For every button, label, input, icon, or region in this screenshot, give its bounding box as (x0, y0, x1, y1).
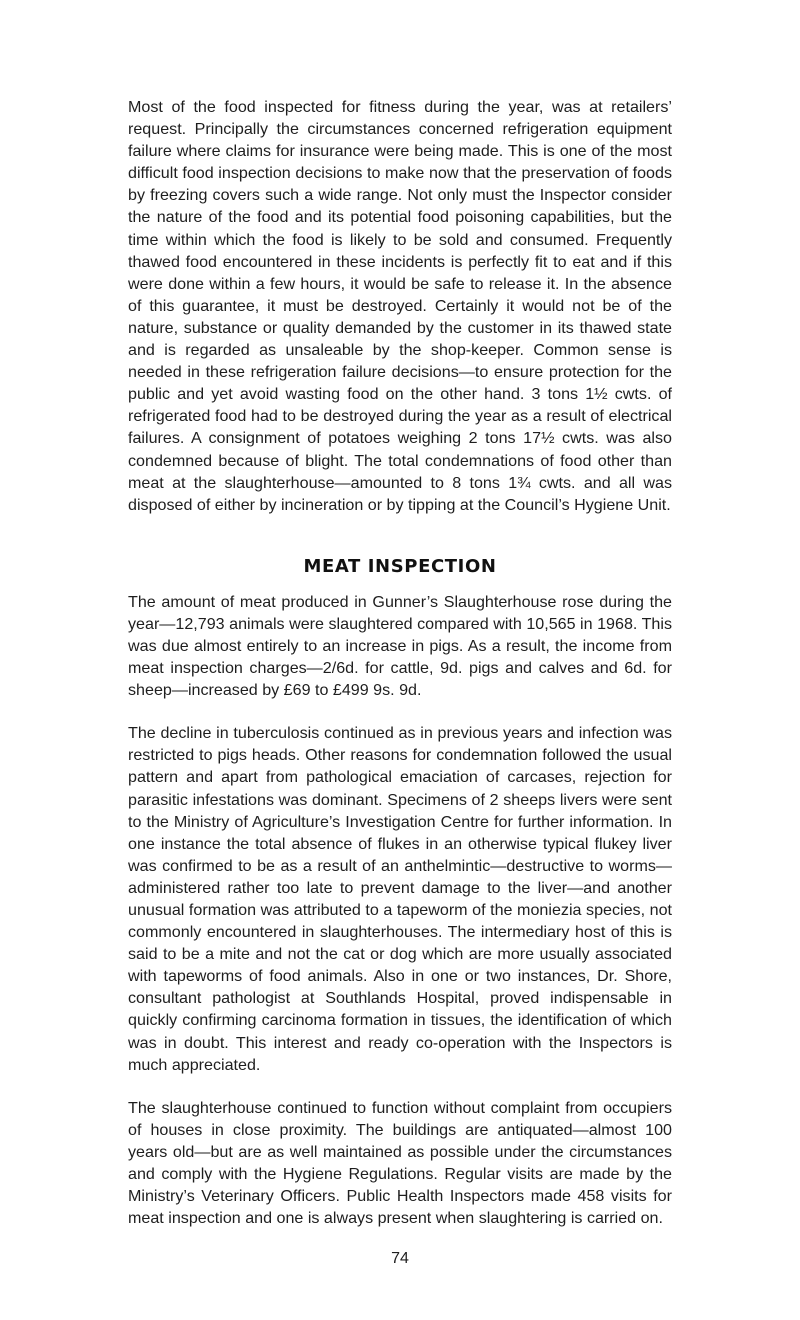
document-page (128, 96, 672, 1229)
paragraph-food-inspection: Most of the food inspected for fitness during the year, was at retailers’ request. Principally the circumstances concerned refrigeration equipment failure where claims for insurance were being made. This is one of the most difficult food inspection decisions to make now that the preservation of foods by freezing covers such a wide range. Not only must the Inspector consider the nature of the food and its potential food poisoning capabilities, but the time within which the food is likely to be sold and consumed. Frequently thawed food encountered in these incidents is perfectly fit to eat and if this were done within a few hours, it would be safe to release it. In the absence of this guarantee, it must be destroyed. Certainly it would not be of the nature, substance or quality demanded by the customer in its thawed state and is regarded as unsaleable by the shop-keeper. Common sense is needed in these refrigeration failure decisions—to ensure protection for the public and yet avoid wasting food on the other hand. 3 tons 1½ cwts. of refrigerated food had to be destroyed during the year as a result of electrical failures. A consignment of potatoes weighing 2 tons 17½ cwts. was also condemned because of blight. The total condemnations of food other than meat at the slaughterhouse—amounted to 8 tons 1¾ cwts. and all was disposed of either by incineration or by tipping at the Council’s Hygiene Unit. (128, 98, 672, 514)
paragraph-tuberculosis: The decline in tuberculosis continued as in previous years and infection was restricted to pigs heads. Other reasons for condemnation followed the usual pattern and apart from pathological emaciation of carcases, rejection for parasitic infestations was dominant. Specimens of 2 sheeps livers were sent to the Ministry of Agriculture’s Investigation Centre for further information. In one instance the total absence of flukes in an otherwise typical flukey liver was confirmed to be as a result of an anthelmintic—destructive to worms—administered rather too late to prevent damage to the liver—and another unusual formation was attributed to a tapeworm of the moniezia species, not commonly encountered in slaughterhouses. The intermediary host of this is said to be a mite and not the cat or dog which are more usually associated with tapeworms of food animals. Also in one or two instances, Dr. Shore, consultant pathologist at Southlands Hospital, proved indispensable in quickly confirming carcinoma formation in tissues, the identification of which was in doubt. This interest and ready co-operation with the Inspectors is much appreciated. (128, 724, 672, 1074)
paragraph-meat-amount: The amount of meat produced in Gunner’s Slaughterhouse rose during the year—12,793 animals were slaughtered compared with 10,565 in 1968. This was due almost entirely to an increase in pigs. As a result, the income from meat inspection charges—2/6d. for cattle, 9d. pigs and calves and 6d. for sheep—increased by £69 to £499 9s. 9d. (128, 592, 672, 700)
section-heading-meat-inspection: MEAT INSPECTION (303, 555, 497, 577)
paragraph-slaughterhouse: The slaughterhouse continued to function without complaint from occupiers of houses in close proximity. The buildings are antiquated—almost 100 years old—but are as well maintained as possible under the circumstances and comply with the Hygiene Regulations. Regular visits are made by the Ministry’s Veterinary Officers. Public Health Inspectors made 458 visits for meat inspection and one is always present when slaughtering is carried on. (128, 1098, 672, 1228)
page-number: 74 (391, 1250, 409, 1267)
